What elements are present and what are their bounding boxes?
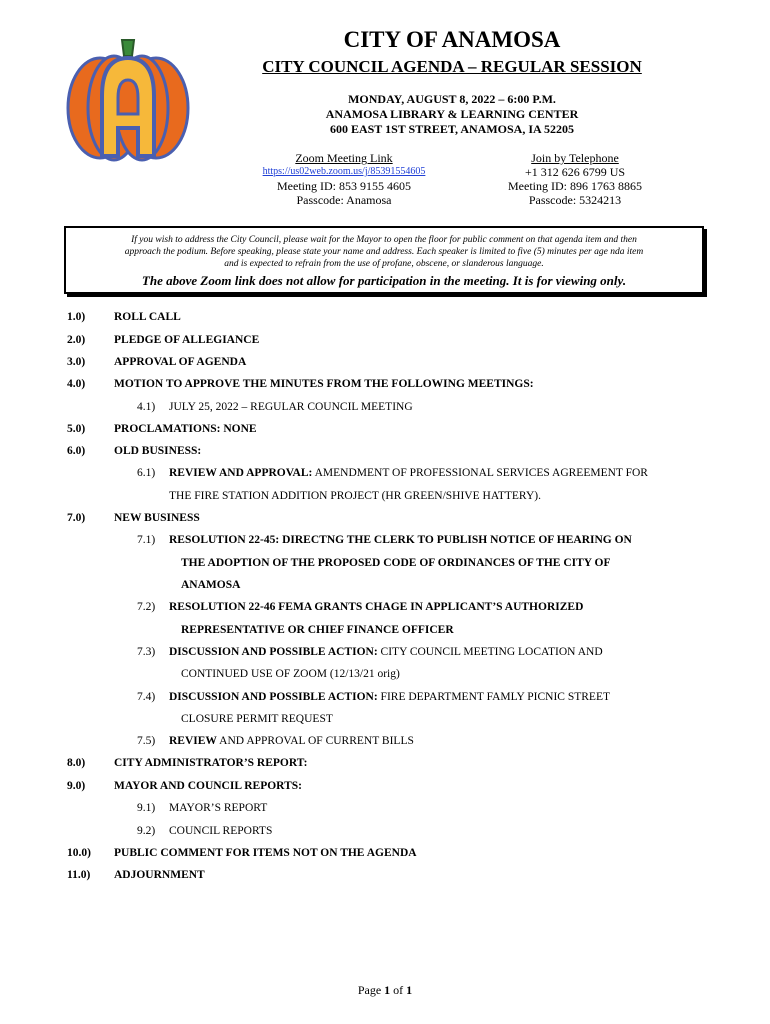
item-number: 8.0): [67, 757, 86, 769]
subitem-rest: CITY COUNCIL MEETING LOCATION AND: [377, 646, 603, 658]
zoom-label: Zoom Meeting Link: [295, 151, 393, 165]
subitem-text: [169, 467, 648, 479]
notice-line: and is expected to refrain from the use of profane, obscene, or slanderous language.: [224, 259, 544, 269]
subitem-text: COUNCIL REPORTS: [169, 825, 273, 837]
item-text: APPROVAL OF AGENDA: [114, 356, 247, 368]
subitem-number: 7.2): [137, 601, 156, 613]
item-number: 5.0): [67, 423, 86, 435]
phone-number: +1 312 626 6799 US: [524, 165, 626, 179]
phone-passcode: Passcode: 5324213: [528, 193, 622, 207]
anamosa-pumpkin-logo: [62, 36, 194, 166]
page-current: 1: [384, 983, 391, 997]
subitem-text: [169, 691, 610, 703]
item-number: 2.0): [67, 334, 86, 346]
item-text: PROCLAMATIONS: NONE: [114, 423, 257, 435]
item-text: MAYOR AND COUNCIL REPORTS:: [114, 780, 302, 792]
item-number: 6.0): [67, 445, 86, 457]
phone-label: Join by Telephone: [531, 151, 619, 165]
subitem-bold: REVIEW: [169, 735, 217, 747]
subitem-text: JULY 25, 2022 – REGULAR COUNCIL MEETING: [169, 401, 413, 413]
subitem-number: 9.1): [137, 802, 156, 814]
agenda-title: CITY COUNCIL AGENDA – REGULAR SESSION: [262, 57, 642, 76]
subitem-number: 4.1): [137, 401, 156, 413]
page-prefix: Page: [357, 983, 385, 997]
subitem-text: RESOLUTION 22-45: DIRECTNG THE CLERK TO PUBLISH NOTICE OF HEARING ON: [169, 534, 632, 546]
zoom-viewing-only-warning: The above Zoom link does not allow for participation in the meeting. It is for viewing only.: [141, 273, 627, 288]
subitem-continuation: ANAMOSA: [181, 579, 241, 591]
meeting-venue: ANAMOSA LIBRARY & LEARNING CENTER: [325, 107, 579, 121]
subitem-continuation: CONTINUED USE OF ZOOM (12/13/21 orig): [181, 668, 400, 680]
item-number: 3.0): [67, 356, 86, 368]
subitem-continuation: REPRESENTATIVE OR CHIEF FINANCE OFFICER: [181, 624, 454, 636]
subitem-number: 7.4): [137, 691, 156, 703]
subitem-number: 7.1): [137, 534, 156, 546]
subitem-continuation: CLOSURE PERMIT REQUEST: [181, 713, 333, 725]
phone-info: [500, 151, 650, 207]
public-comment-notice: [64, 226, 704, 294]
item-text: PLEDGE OF ALLEGIANCE: [114, 334, 260, 346]
page-total: 1: [406, 983, 413, 997]
subitem-continuation: THE FIRE STATION ADDITION PROJECT (HR GREEN/SHIVE HATTERY).: [169, 490, 541, 502]
subitem-text: [169, 735, 414, 747]
meeting-address: 600 EAST 1ST STREET, ANAMOSA, IA 52205: [329, 122, 575, 136]
subitem-text: MAYOR’S REPORT: [169, 802, 268, 814]
notice-line: If you wish to address the City Council, please wait for the Mayor to open the floor for public comment on that agenda item and then: [131, 235, 637, 245]
zoom-link[interactable]: https://us02web.zoom.us/j/85391554605: [262, 166, 426, 177]
item-text: PUBLIC COMMENT FOR ITEMS NOT ON THE AGENDA: [114, 847, 417, 859]
subitem-rest: AMENDMENT OF PROFESSIONAL SERVICES AGREEMENT FOR: [312, 467, 648, 479]
notice-line: approach the podium. Before speaking, please state your name and address. Each speaker is limited to five (5) minutes per age nda item: [124, 247, 644, 257]
subitem-text: [169, 646, 603, 658]
subitem-bold: DISCUSSION AND POSSIBLE ACTION:: [169, 691, 378, 703]
item-number: 9.0): [67, 780, 86, 792]
meeting-date-time: MONDAY, AUGUST 8, 2022 – 6:00 P.M.: [348, 92, 556, 106]
subitem-number: 7.5): [137, 735, 156, 747]
item-number: 1.0): [67, 311, 86, 323]
subitem-number: 6.1): [137, 467, 156, 479]
subitem-rest: FIRE DEPARTMENT FAMLY PICNIC STREET: [377, 691, 611, 703]
item-text: NEW BUSINESS: [114, 512, 200, 524]
page-of: of: [390, 983, 407, 997]
item-text: ROLL CALL: [114, 311, 181, 323]
subitem-number: 7.3): [137, 646, 156, 658]
subitem-continuation: THE ADOPTION OF THE PROPOSED CODE OF ORDINANCES OF THE CITY OF: [181, 557, 611, 569]
subitem-text: RESOLUTION 22-46 FEMA GRANTS CHAGE IN APPLICANT’S AUTHORIZED: [169, 601, 584, 613]
page-number: [0, 983, 770, 998]
item-text: CITY ADMINISTRATOR’S REPORT:: [114, 757, 308, 769]
item-text: MOTION TO APPROVE THE MINUTES FROM THE FOLLOWING MEETINGS:: [114, 378, 534, 390]
item-number: 4.0): [67, 378, 86, 390]
zoom-info: [238, 151, 450, 207]
subitem-bold: REVIEW AND APPROVAL:: [169, 467, 313, 479]
notice-text: [72, 234, 696, 270]
city-name: CITY OF ANAMOSA: [343, 27, 561, 52]
item-number: 11.0): [67, 869, 91, 881]
item-text: OLD BUSINESS:: [114, 445, 202, 457]
zoom-passcode: Passcode: Anamosa: [296, 193, 392, 207]
item-text: ADJOURNMENT: [114, 869, 205, 881]
subitem-number: 9.2): [137, 825, 156, 837]
item-number: 10.0): [67, 847, 91, 859]
zoom-meeting-id: Meeting ID: 853 9155 4605: [277, 179, 411, 193]
subitem-bold: DISCUSSION AND POSSIBLE ACTION:: [169, 646, 378, 658]
item-number: 7.0): [67, 512, 86, 524]
phone-meeting-id: Meeting ID: 896 1763 8865: [508, 179, 642, 193]
subitem-rest: AND APPROVAL OF CURRENT BILLS: [216, 735, 414, 747]
